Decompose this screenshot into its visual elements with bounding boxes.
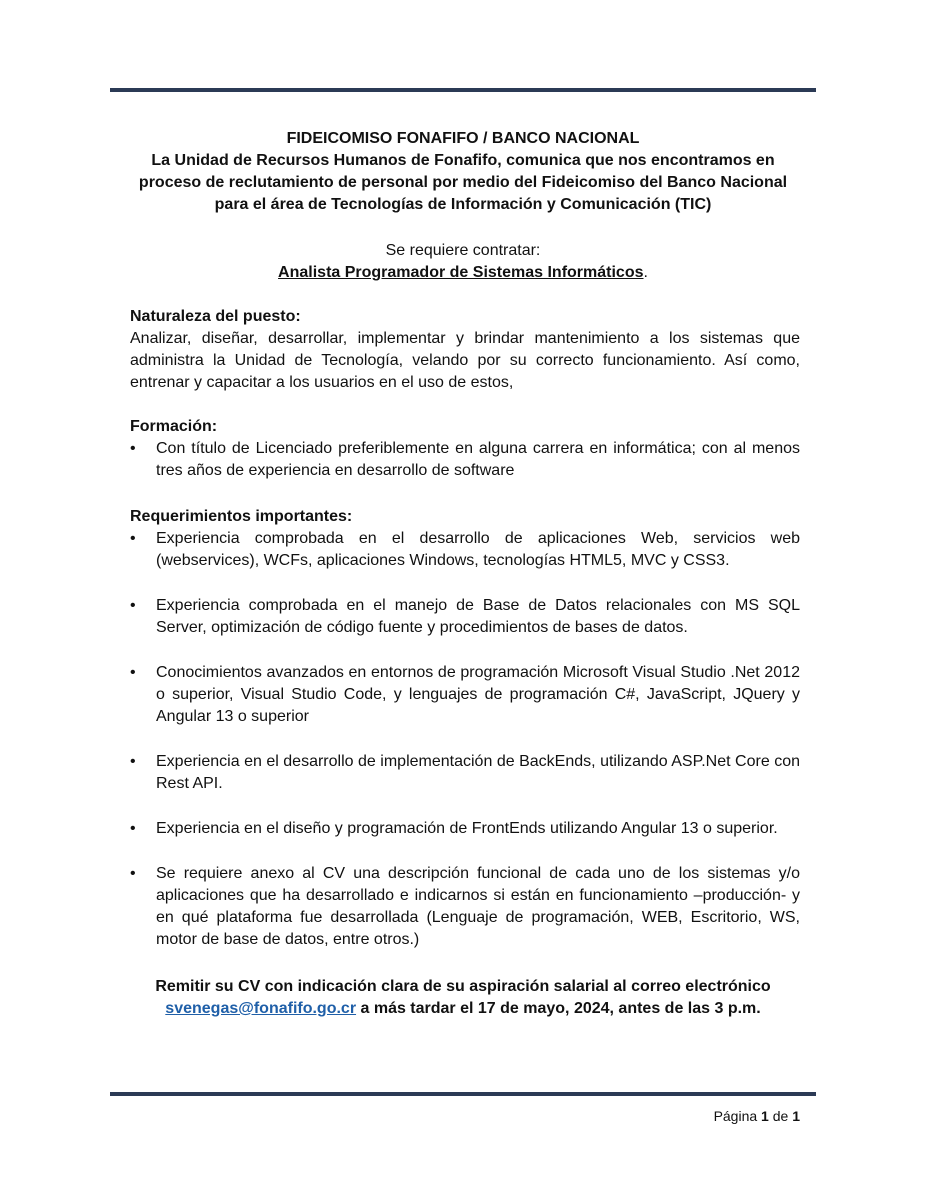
header-line-4: para el área de Tecnologías de Información y Comunicación (TIC) — [214, 196, 712, 213]
bullet-icon: • — [130, 440, 136, 457]
bullet-icon: • — [130, 865, 136, 882]
naturaleza-text: Analizar, diseñar, desarrollar, implementar y brindar mantenimiento a los sistemas que administra la Unidad de Tecnología, velando por su correcto funcionamiento. Así como, entrenar y capacitar a los usuarios en el uso de estos, — [130, 330, 800, 391]
list-item-text: Se requiere anexo al CV una descripción funcional de cada uno de los sistemas y/o aplicaciones que ha desarrollado e indicarnos si están en funcionamiento –producción- y en qué plataforma fue desarrollada (Lenguaje de programación, WEB, Escritorio, WS, motor de base de datos, entre otros.) — [156, 865, 800, 948]
bullet-icon: • — [130, 597, 136, 614]
list-item-text: Con título de Licenciado preferiblemente en alguna carrera en informática; con al menos tres años de experiencia en desarrollo de software — [156, 440, 800, 479]
page-label: Página — [713, 1108, 762, 1124]
page-current: 1 — [761, 1108, 769, 1124]
bullet-icon: • — [130, 664, 136, 681]
list-item — [130, 595, 800, 639]
list-item — [130, 438, 800, 482]
email-link[interactable]: svenegas@fonafifo.go.cr — [165, 1000, 357, 1017]
bottom-divider — [110, 1092, 816, 1096]
list-item-text: Conocimientos avanzados en entornos de programación Microsoft Visual Studio .Net 2012 o superior, Visual Studio Code, y lenguajes de programación C#, JavaScript, JQuery y Angular 13 o superior — [156, 664, 800, 725]
hiring-block — [110, 240, 816, 284]
closing-line-1: Remitir su CV con indicación clara de su aspiración salarial al correo electrónico — [155, 978, 771, 995]
list-item — [130, 528, 800, 572]
formacion-title: Formación: — [130, 418, 218, 435]
position-suffix: . — [643, 264, 648, 281]
list-item-text: Experiencia en el diseño y programación de FrontEnds utilizando Angular 13 o superior. — [156, 820, 778, 837]
bullet-icon: • — [130, 753, 136, 770]
position-title: Analista Programador de Sistemas Informáticos — [278, 264, 644, 281]
list-item-text: Experiencia en el desarrollo de implementación de BackEnds, utilizando ASP.Net Core con Rest API. — [156, 753, 800, 792]
position-title-row — [110, 262, 816, 284]
document-header — [110, 128, 816, 216]
bullet-icon: • — [130, 820, 136, 837]
naturaleza-title: Naturaleza del puesto: — [130, 308, 301, 325]
requerimientos-list — [130, 528, 800, 951]
hiring-intro: Se requiere contratar: — [385, 242, 541, 259]
closing-block — [110, 976, 816, 1020]
list-item — [130, 662, 800, 728]
header-line-3: proceso de reclutamiento de personal por medio del Fideicomiso del Banco Nacional — [138, 174, 788, 191]
list-item-text: Experiencia comprobada en el manejo de Base de Datos relacionales con MS SQL Server, optimización de código fuente y procedimientos de bases de datos. — [156, 597, 800, 636]
header-line-2: La Unidad de Recursos Humanos de Fonafifo, comunica que nos encontramos en — [151, 152, 775, 169]
formacion-list — [130, 438, 800, 482]
page-footer — [714, 1108, 800, 1124]
page-total: 1 — [792, 1108, 800, 1124]
list-item — [130, 818, 800, 840]
list-item — [130, 863, 800, 951]
list-item — [130, 751, 800, 795]
formacion-section — [130, 416, 800, 482]
requerimientos-section — [130, 506, 800, 974]
of-label: de — [768, 1108, 793, 1124]
closing-deadline: a más tardar el 17 de mayo, 2024, antes de las 3 p.m. — [356, 1000, 761, 1017]
bullet-icon: • — [130, 530, 136, 547]
naturaleza-section — [130, 306, 800, 394]
top-divider — [110, 88, 816, 92]
list-item-text: Experiencia comprobada en el desarrollo de aplicaciones Web, servicios web (webservices), WCFs, aplicaciones Windows, tecnologías HTML5, MVC y CSS3. — [156, 530, 800, 569]
header-line-1: FIDEICOMISO FONAFIFO / BANCO NACIONAL — [286, 130, 640, 147]
requerimientos-title: Requerimientos importantes: — [130, 508, 353, 525]
closing-line-2 — [110, 998, 816, 1020]
